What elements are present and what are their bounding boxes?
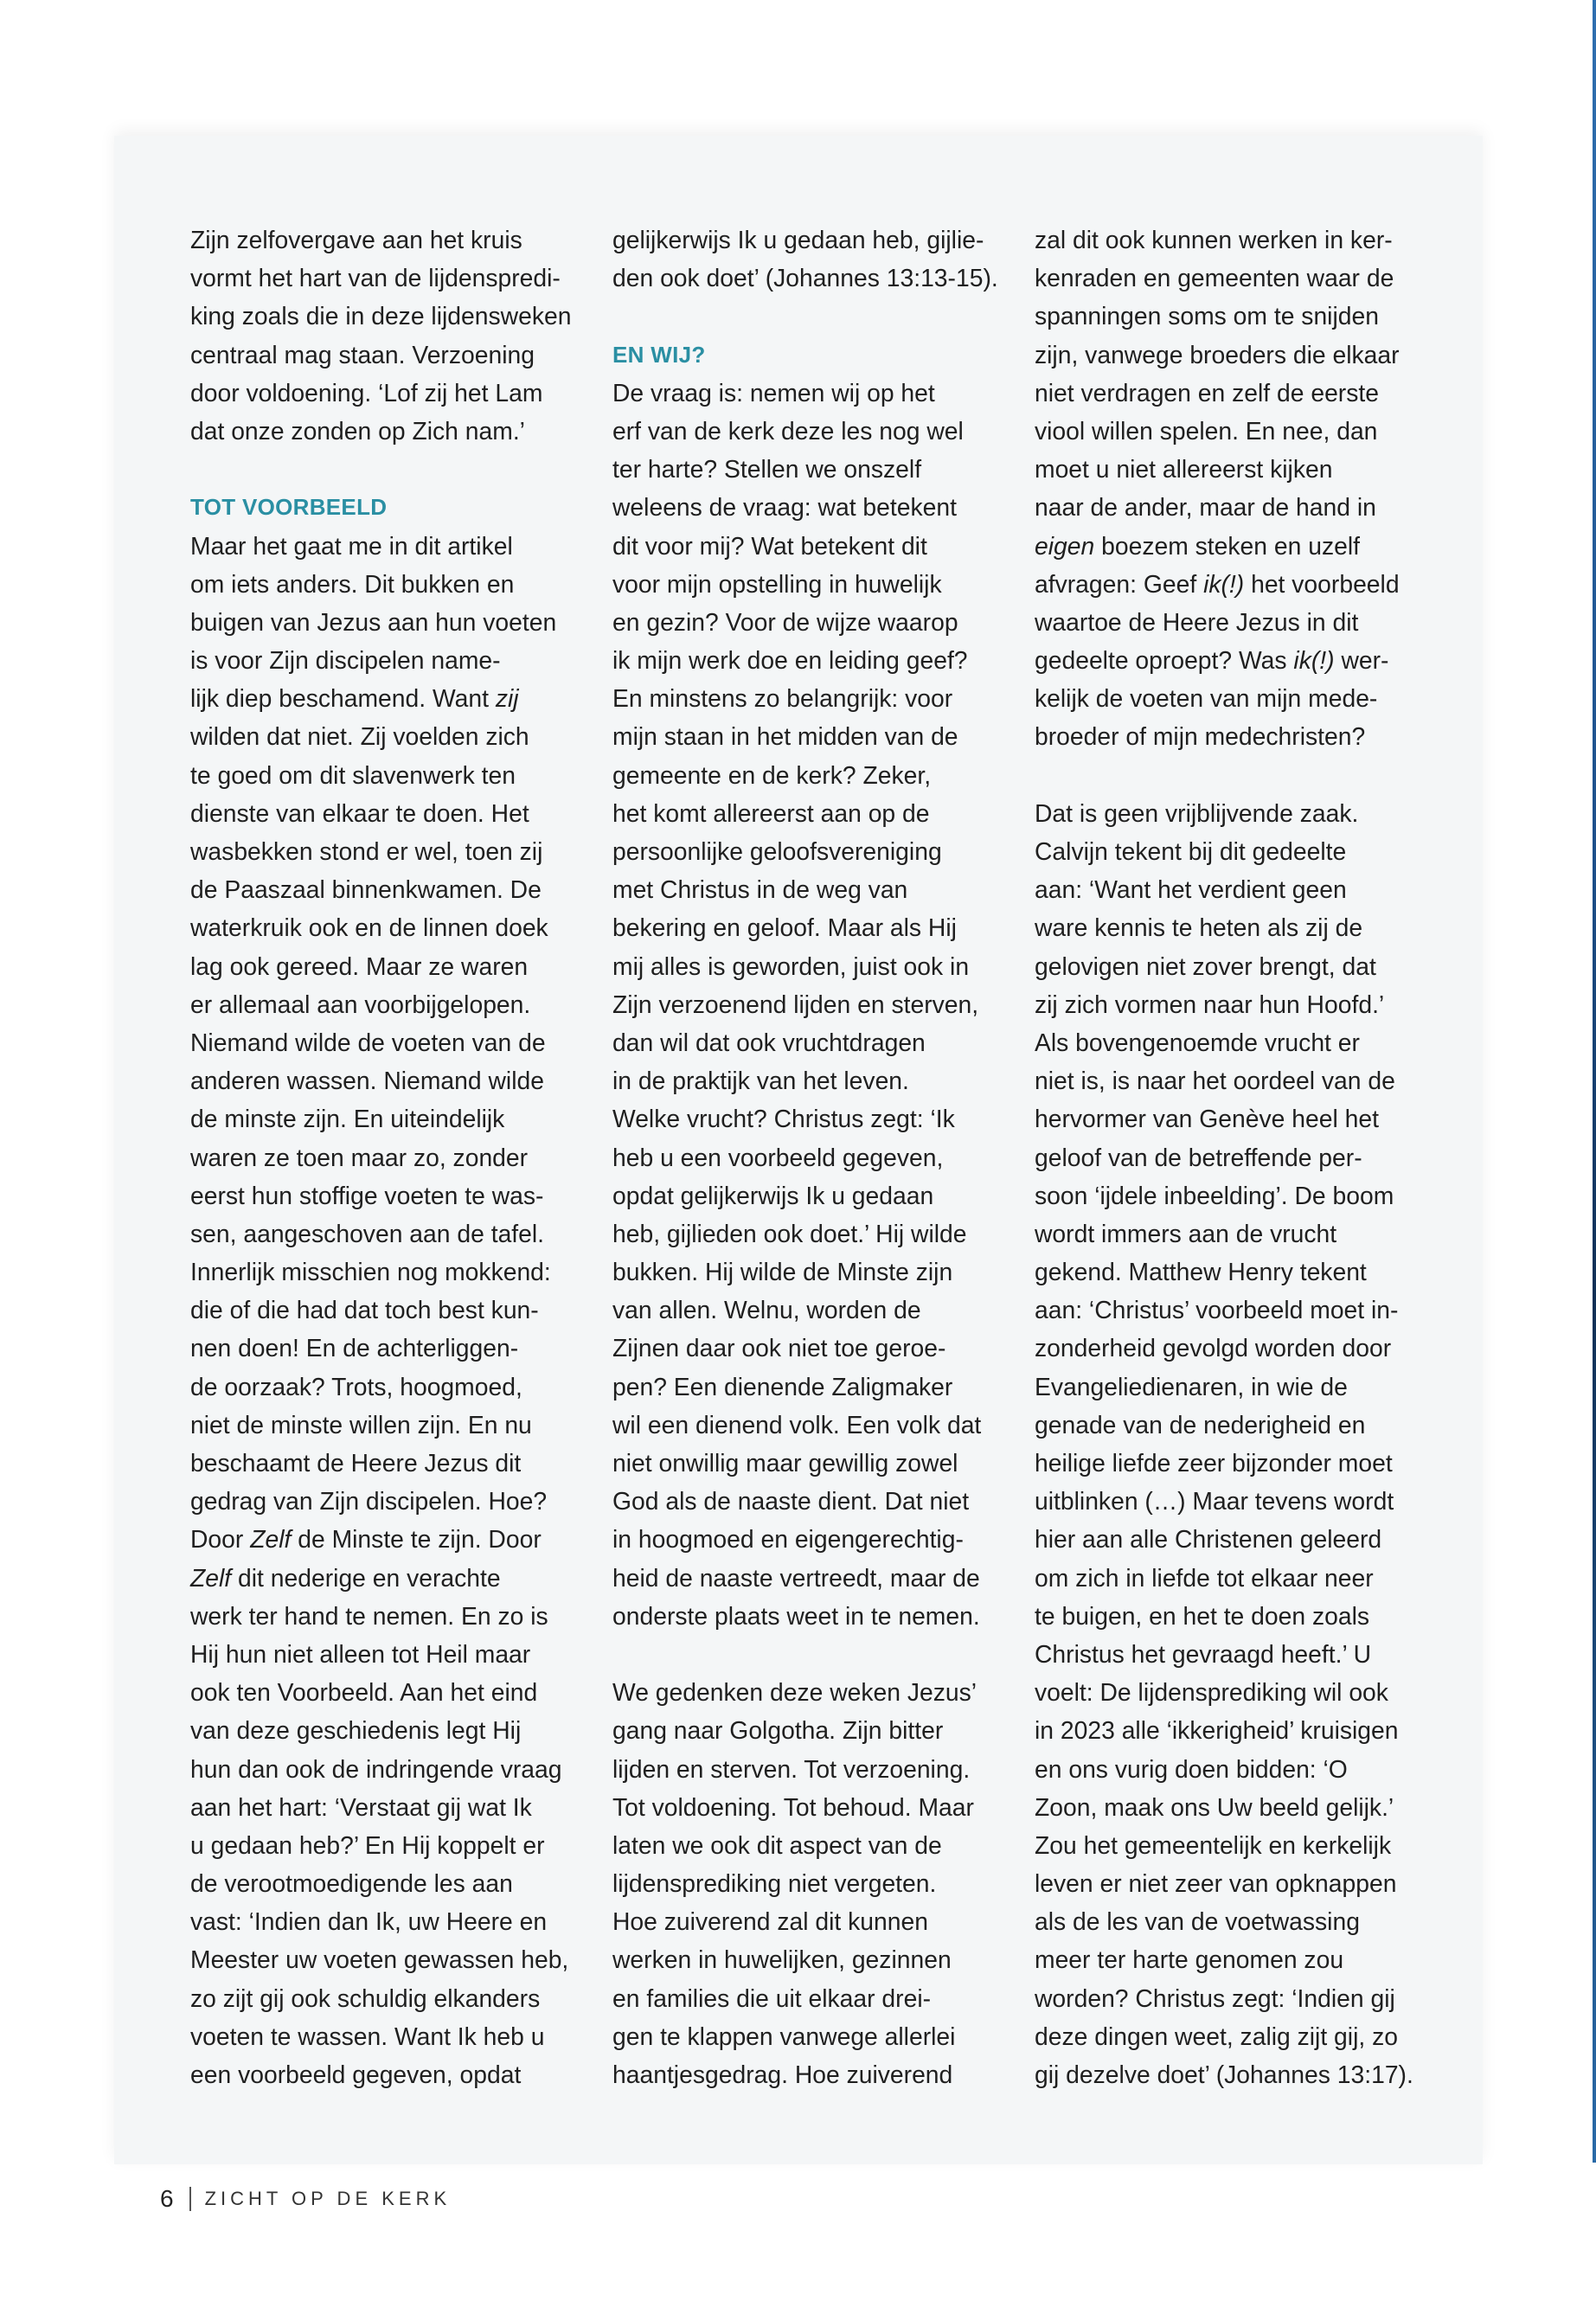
text-line: hier aan alle Christenen geleerd <box>1035 1525 1382 1554</box>
text-line: bekering en geloof. Maar als Hij <box>612 913 957 942</box>
text-line: Zijnen daar ook niet toe geroe- <box>612 1334 946 1362</box>
text-line: wilden dat niet. Zij voelden zich <box>190 722 529 751</box>
text-line: mij alles is geworden, juist ook in <box>612 952 970 980</box>
text-line: leven er niet zeer van opknappen <box>1035 1869 1397 1898</box>
text-line: door voldoening. ‘Lof zij het Lam <box>190 378 543 407</box>
text-line: God als de naaste dient. Dat niet <box>612 1487 970 1516</box>
text-line: zo zijt gij ook schuldig elkanders <box>190 1984 541 2012</box>
page-footer <box>160 2182 451 2216</box>
text-line: het komt allereerst aan op de <box>612 798 930 827</box>
text-line: zij zich vormen naar hun Hoofd.’ <box>1035 990 1385 1018</box>
text-line: opdat gelijkerwijs Ik u gedaan <box>612 1181 934 1209</box>
text-line: Maar het gaat me in dit artikel <box>190 531 513 560</box>
text-line: gekend. Matthew Henry tekent <box>1035 1258 1367 1286</box>
text-line: We gedenken deze weken Jezus’ <box>612 1678 977 1707</box>
text-line: met Christus in de weg van <box>612 875 908 904</box>
text-line: Meester uw voeten gewassen heb, <box>190 1945 569 1974</box>
text-line: ware kennis te heten als zij de <box>1035 913 1363 942</box>
text-line: Calvijn tekent bij dit gedeelte <box>1035 837 1347 865</box>
text-line: niet onwillig maar gewillig zowel <box>612 1449 958 1477</box>
text-line: waren ze toen maar zo, zonder <box>190 1143 529 1171</box>
text-line: wil een dienend volk. Een volk dat <box>612 1410 982 1439</box>
text-line: Door Zelf de Minste te zijn. Door <box>190 1525 542 1554</box>
text-line: Zou het gemeentelijk en kerkelijk <box>1035 1830 1392 1859</box>
text-line: heb u een voorbeeld gegeven, <box>612 1143 944 1171</box>
text-line: ter harte? Stellen we onszelf <box>612 455 922 484</box>
text-line: vast: ‘Indien dan Ik, uw Heere en <box>190 1907 548 1936</box>
text-line: wasbekken stond er wel, toen zij <box>190 837 543 865</box>
text-line: waterkruik ook en de linnen doek <box>190 913 548 942</box>
page-edge-bar <box>1593 0 1596 2163</box>
text-line: nen doen! En de achterliggen- <box>190 1334 519 1362</box>
text-line: voelt: De lijdensprediking wil ook <box>1035 1678 1388 1707</box>
text-line: heb, gijlieden ook doet.’ Hij wilde <box>612 1219 967 1247</box>
text-line: niet verdragen en zelf de eerste <box>1035 378 1379 407</box>
text-line: haantjesgedrag. Hoe zuiverend <box>612 2061 953 2088</box>
text-line: wordt immers aan de vrucht <box>1035 1219 1337 1247</box>
text-line: spanningen soms om te snijden <box>1035 302 1379 330</box>
text-line: voor mijn opstelling in huwelijk <box>612 569 942 598</box>
footer-divider <box>189 2187 191 2211</box>
text-line: pen? Een dienende Zaligmaker <box>612 1372 953 1400</box>
text-line: te goed om dit slavenwerk ten <box>190 760 516 789</box>
paragraph-gap <box>612 1635 1002 1673</box>
text-line: aan het hart: ‘Verstaat gij wat Ik <box>190 1792 532 1821</box>
text-line: als de les van de voetwassing <box>1035 1907 1360 1936</box>
text-line: hervormer van Genève heel het <box>1035 1105 1379 1133</box>
text-line: Niemand wilde de voeten van de <box>190 1028 546 1056</box>
text-line: de oorzaak? Trots, hoogmoed, <box>190 1372 522 1400</box>
text-line: Hij hun niet alleen tot Heil maar <box>190 1639 531 1668</box>
text-line: soon ‘ijdele inbeelding’. De boom <box>1035 1181 1394 1209</box>
text-line: moet u niet allereerst kijken <box>1035 455 1333 484</box>
text-line: Innerlijk misschien nog mokkend: <box>190 1258 551 1286</box>
text-line: de minste zijn. En uiteindelijk <box>190 1105 505 1133</box>
text-line: buigen van Jezus aan hun voeten <box>190 607 557 636</box>
text-line: in de praktijk van het leven. <box>612 1067 909 1095</box>
text-line: gedrag van Zijn discipelen. Hoe? <box>190 1487 548 1516</box>
text-line: van deze geschiedenis legt Hij <box>190 1716 522 1745</box>
text-line: en families die uit elkaar drei- <box>612 1984 932 2012</box>
text-line: worden? Christus zegt: ‘Indien gij <box>1035 1984 1395 2012</box>
text-line: weleens de vraag: wat betekent <box>612 493 957 522</box>
text-line: die of die had dat toch best kun- <box>190 1296 539 1324</box>
article-column-2 <box>612 221 1002 2093</box>
text-line: De vraag is: nemen wij op het <box>612 378 935 407</box>
text-line: sen, aangeschoven aan de tafel. <box>190 1219 545 1247</box>
text-line: afvragen: Geef ik(!) het voorbeeld <box>1035 569 1400 598</box>
text-line: deze dingen weet, zalig zijt gij, zo <box>1035 2022 1398 2050</box>
text-line: lijk diep beschamend. Want zij <box>190 684 519 713</box>
text-line: En minstens zo belangrijk: voor <box>612 684 953 713</box>
paragraph-gap <box>1035 756 1424 794</box>
text-line: broeder of mijn medechristen? <box>1035 722 1366 751</box>
text-line: bukken. Hij wilde de Minste zijn <box>612 1258 953 1286</box>
paragraph-gap <box>190 450 580 488</box>
text-line: erf van de kerk deze les nog wel <box>612 416 964 445</box>
text-line: laten we ook dit aspect van de <box>612 1830 942 1859</box>
text-line: werken in huwelijken, gezinnen <box>612 1945 952 1974</box>
text-line: gedeelte oproept? Was ik(!) wer- <box>1035 646 1389 675</box>
text-line: persoonlijke geloofsvereniging <box>612 837 942 865</box>
text-line: anderen wassen. Niemand wilde <box>190 1067 544 1095</box>
text-line: en ons vurig doen bidden: ‘O <box>1035 1754 1348 1783</box>
magazine-title: ZICHT OP DE KERK <box>204 2188 452 2209</box>
text-line: eerst hun stoffige voeten te was- <box>190 1181 544 1209</box>
text-line: er allemaal aan voorbijgelopen. <box>190 990 531 1018</box>
text-line: Zijn verzoenend lijden en sterven, <box>612 990 979 1018</box>
text-line: zal dit ook kunnen werken in ker- <box>1035 226 1393 253</box>
text-line: Welke vrucht? Christus zegt: ‘Ik <box>612 1105 955 1133</box>
text-line: eigen boezem steken en uzelf <box>1035 531 1360 560</box>
text-line: de verootmoedigende les aan <box>190 1869 513 1898</box>
text-line: aan: ‘Want het verdient geen <box>1035 875 1347 904</box>
text-line: zonderheid gevolgd worden door <box>1035 1334 1392 1362</box>
text-line: dit voor mij? Wat betekent dit <box>612 531 927 560</box>
text-line: gelovigen niet zover brengt, dat <box>1035 952 1376 980</box>
text-line: Evangeliedienaren, in wie de <box>1035 1372 1348 1400</box>
text-line: om iets anders. Dit bukken en <box>190 569 515 598</box>
text-line: aan: ‘Christus’ voorbeeld moet in- <box>1035 1296 1399 1324</box>
text-line: gemeente en de kerk? Zeker, <box>612 760 932 789</box>
text-line: kenraden en gemeenten waar de <box>1035 264 1394 292</box>
text-line: Zoon, maak ons Uw beeld gelijk.’ <box>1035 1792 1394 1821</box>
text-line: u gedaan heb?’ En Hij koppelt er <box>190 1830 545 1859</box>
text-line: king zoals die in deze lijdensweken <box>190 302 572 330</box>
text-line: in hoogmoed en eigengerechtig- <box>612 1525 964 1554</box>
text-line: niet is, is naar het oordeel van de <box>1035 1067 1395 1095</box>
text-line: centraal mag staan. Verzoening <box>190 340 535 369</box>
text-line: werk ter hand te nemen. En zo is <box>190 1601 548 1630</box>
text-line: de Paaszaal binnenkwamen. De <box>190 875 542 904</box>
text-line: om zich in liefde tot elkaar neer <box>1035 1563 1374 1592</box>
text-line: Christus het gevraagd heeft.’ U <box>1035 1639 1372 1668</box>
article-column-3 <box>1035 221 1424 2093</box>
text-line: vormt het hart van de lijdenspredi- <box>190 264 561 292</box>
text-line: dienste van elkaar te doen. Het <box>190 798 529 827</box>
text-line: zijn, vanwege broeders die elkaar <box>1035 340 1400 369</box>
text-line: gelijkerwijs Ik u gedaan heb, gijlie- <box>612 226 984 253</box>
text-line: te buigen, en het te doen zoals <box>1035 1601 1370 1630</box>
text-line: niet de minste willen zijn. En nu <box>190 1410 532 1439</box>
text-line: mijn staan in het midden van de <box>612 722 958 751</box>
text-line: heid de naaste vertreedt, maar de <box>612 1563 980 1592</box>
text-line: viool willen spelen. En nee, dan <box>1035 416 1378 445</box>
text-line: lijdensprediking niet vergeten. <box>612 1869 937 1898</box>
text-line: kelijk de voeten van mijn mede- <box>1035 684 1378 713</box>
text-line: Hoe zuiverend zal dit kunnen <box>612 1907 928 1936</box>
section-heading-tot-voorbeeld: TOT VOORBEELD <box>190 494 388 521</box>
text-line: is voor Zijn discipelen name- <box>190 646 501 675</box>
text-line: en gezin? Voor de wijze waarop <box>612 607 958 636</box>
text-line: Zijn zelfovergave aan het kruis <box>190 226 522 253</box>
text-line: genade van de nederigheid en <box>1035 1410 1366 1439</box>
text-line: ik mijn werk doe en leiding geef? <box>612 646 968 675</box>
text-line: geloof van de betreffende per- <box>1035 1143 1362 1171</box>
text-line: voeten te wassen. Want Ik heb u <box>190 2022 545 2050</box>
text-line: den ook doet’ (Johannes 13:13-15). <box>612 264 998 292</box>
text-line: naar de ander, maar de hand in <box>1035 493 1376 522</box>
text-line: hun dan ook de indringende vraag <box>190 1754 562 1783</box>
text-line: Als bovengenoemde vrucht er <box>1035 1028 1360 1056</box>
text-line: onderste plaats weet in te nemen. <box>612 1601 980 1630</box>
article-column-1 <box>190 221 580 2093</box>
text-line: Dat is geen vrijblijvende zaak. <box>1035 798 1359 827</box>
paragraph-gap <box>612 297 1002 335</box>
text-line: lijden en sterven. Tot verzoening. <box>612 1754 971 1783</box>
text-line: van allen. Welnu, worden de <box>612 1296 921 1324</box>
text-line: Tot voldoening. Tot behoud. Maar <box>612 1792 974 1821</box>
text-line: beschaamt de Heere Jezus dit <box>190 1449 522 1477</box>
text-line: waartoe de Heere Jezus in dit <box>1035 607 1359 636</box>
text-line: Zelf dit nederige en verachte <box>190 1563 501 1592</box>
page-number: 6 <box>160 2185 174 2212</box>
text-line: dat onze zonden op Zich nam.’ <box>190 416 525 445</box>
text-line: ook ten Voorbeeld. Aan het eind <box>190 1678 538 1707</box>
section-heading-en-wij: EN WIJ? <box>612 341 706 368</box>
text-line: een voorbeeld gegeven, opdat <box>190 2061 522 2088</box>
text-line: gang naar Golgotha. Zijn bitter <box>612 1716 944 1745</box>
text-line: in 2023 alle ‘ikkerigheid’ kruisigen <box>1035 1716 1399 1745</box>
text-line: gen te klappen vanwege allerlei <box>612 2022 956 2050</box>
text-line: dan wil dat ook vruchtdragen <box>612 1028 926 1056</box>
text-line: heilige liefde zeer bijzonder moet <box>1035 1449 1393 1477</box>
text-line: gij dezelve doet’ (Johannes 13:17). <box>1035 2061 1413 2088</box>
text-line: meer ter harte genomen zou <box>1035 1945 1344 1974</box>
text-line: lag ook gereed. Maar ze waren <box>190 952 529 980</box>
text-line: uitblinken (…) Maar tevens wordt <box>1035 1487 1394 1516</box>
